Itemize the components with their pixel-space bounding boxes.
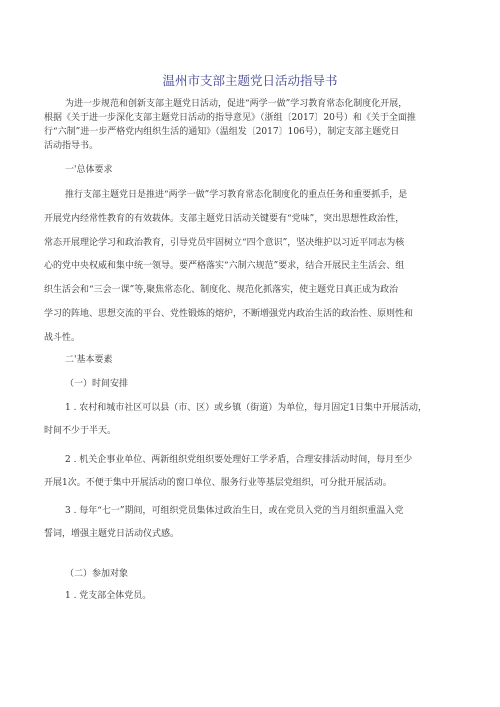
list-item: [44, 500, 464, 546]
paragraph-line: 开展党内经常性教育的有效载体。支部主题党日活动关键要有“党味”，突出思想性政治性，: [44, 213, 405, 224]
paragraph-line: 心的党中央权威和集中统一领导。要严格落实“六制六规范”要求，结合开展民主生活会、组: [44, 261, 405, 272]
subsection-heading-time-arrangement: （一）时间安排: [65, 379, 129, 389]
list-item: [44, 449, 464, 495]
item-line: 3 . 每年“七一”期间，可组织党员集体过政治生日，或在党员入党的当月组织重温入党: [65, 506, 404, 516]
intro-line: 根据《关于进一步深化支部主题党日活动的指导意见》（浙组〔2017〕20号）和《关于全面推: [44, 113, 416, 123]
intro-paragraph: [44, 97, 460, 153]
list-item: [44, 585, 464, 608]
subsection-heading-participants: （二）参加对象: [65, 569, 129, 579]
section-heading-general-requirements: 一'总体要求: [65, 165, 113, 175]
general-requirements-paragraph: [44, 184, 464, 351]
paragraph-line: 推行支部主题党日是推进“两学一做”学习教育常态化制度化的重点任务和重要抓手，是: [65, 190, 408, 200]
item-line: 1 . 农村和城市社区可以县（市、区）或乡镇（街道）为单位，每月固定1日集中开展活动，: [65, 403, 428, 413]
intro-line: 活动指导书。: [44, 141, 99, 151]
section-heading-basic-elements: 二'基本要素: [65, 355, 113, 365]
intro-line: 为进一步规范和创新支部主题党日活动，促进“两学一做”学习教育常态化制度化开展，: [65, 99, 408, 109]
item-line: 2 . 机关企事业单位、两新组织党组织要处理好工学矛盾，合理安排活动时间，每月至少: [65, 455, 413, 465]
item-line: 开展1次。不便于集中开展活动的窗口单位、服务行业等基层党组织，可分批开展活动。: [44, 478, 392, 488]
item-line: 时间不少于半天。: [44, 426, 117, 436]
item-line: 誓词，增强主题党日活动仪式感。: [44, 529, 180, 539]
paragraph-line: 织生活会和“三会一课”等,聚焦常态化、制度化、规范化抓落实，使主题党日真正成为政治: [44, 285, 399, 296]
document-title: 温州市支部主题党日活动指导书: [162, 73, 338, 88]
paragraph-line: 学习的阵地、思想交流的平台、党性锻炼的熔炉，不断增强党内政治生活的政治性、原则性和: [44, 308, 414, 319]
paragraph-line: 战斗性。: [44, 332, 81, 343]
item-line: 1 . 党支部全体党员。: [65, 591, 152, 601]
list-item: [44, 397, 464, 443]
paragraph-line: 常态开展理论学习和政治教育，引导党员牢固树立“四个意识”，坚决维护以习近平同志为核: [44, 237, 405, 248]
intro-line: 行“六制”进一步严格党内组织生活的通知》（温组发〔2017〕106号），制定支部主题党日: [44, 127, 400, 137]
